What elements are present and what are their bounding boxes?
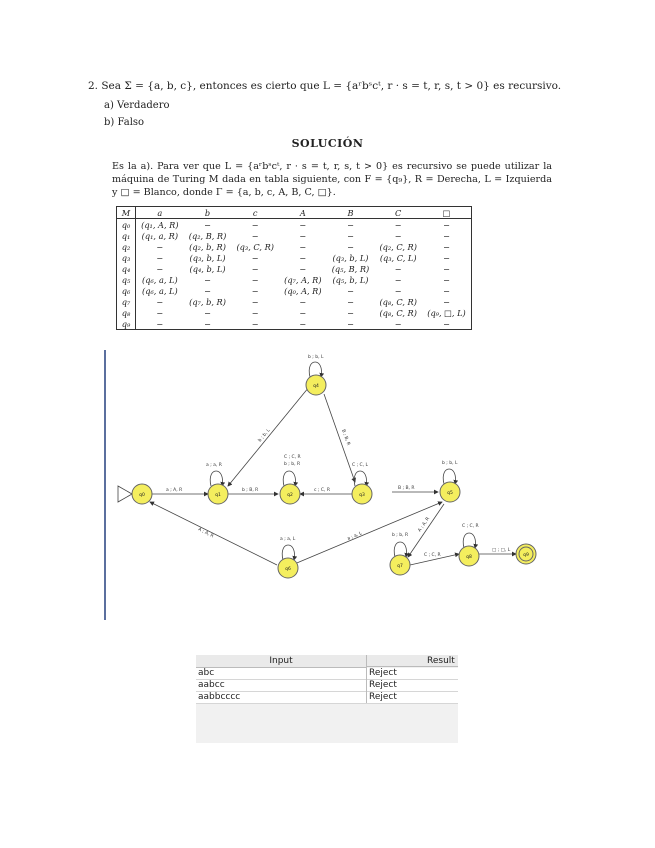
transition-cell: (q₇, b, R) — [189, 296, 226, 307]
transition-cell: − — [299, 296, 307, 307]
transition-cell: − — [251, 296, 259, 307]
transition-cell: − — [347, 241, 354, 252]
header-cell: B — [327, 207, 375, 219]
state-cell: q₇ — [117, 296, 136, 307]
state-label-q7: q7 — [397, 564, 403, 569]
edge-label: A ; A, R — [417, 516, 432, 534]
transition-cell: (q₅, b, L) — [332, 274, 369, 285]
header-cell: C — [374, 207, 422, 219]
edge-label: C ; C, R — [424, 553, 441, 558]
transition-cell: − — [443, 285, 450, 296]
transition-cell: − — [299, 307, 307, 318]
transition-row — [117, 274, 472, 285]
transition-cell: (q₂, B, R) — [188, 230, 227, 241]
header-cell: A — [279, 207, 327, 219]
transition-cell: − — [347, 307, 354, 318]
transition-cell: − — [299, 252, 307, 263]
transition-cell: − — [299, 230, 307, 241]
results-table — [196, 655, 458, 743]
edge-label: A ; A, R — [197, 527, 215, 540]
transition-cell: − — [204, 274, 211, 285]
edge-label: b ; b, L — [308, 355, 324, 360]
state-cell: q₄ — [117, 263, 136, 274]
state-label-q9: q9 — [523, 553, 529, 558]
state-diagram — [102, 352, 552, 622]
transition-cell: − — [394, 274, 402, 285]
transition-cell: (q₃, b, L) — [332, 252, 369, 263]
edge-label: b ; b, L — [257, 428, 272, 444]
state-label-q3: q3 — [359, 493, 365, 498]
edge-q7-q6 — [292, 502, 442, 565]
table-row[interactable] — [196, 692, 458, 704]
result-cell: Reject — [369, 692, 397, 702]
transition-cell: − — [347, 285, 354, 296]
transition-cell: − — [251, 274, 259, 285]
transition-cell: (q₂, C, R) — [379, 241, 417, 252]
state-cell: q₂ — [117, 241, 136, 252]
edge-q5-q1 — [228, 387, 309, 486]
edge-label: b ; B, R — [242, 488, 259, 493]
question-text: 2. Sea Σ = {a, b, c}, entonces es cierto que L = {aʳbˢcᵗ, r · s = t, r, s, t > 0} es recursivo. — [88, 80, 562, 92]
state-label-q5: q5 — [447, 491, 453, 496]
transition-cell: − — [299, 263, 307, 274]
column-divider — [366, 655, 367, 703]
state-cell: q₃ — [117, 252, 136, 263]
state-cell: q₆ — [117, 285, 136, 296]
result-cell: Reject — [369, 668, 397, 678]
transition-cell: − — [443, 230, 450, 241]
transition-row — [117, 285, 472, 296]
transition-cell: − — [251, 219, 259, 230]
transition-cell: − — [394, 285, 402, 296]
header-cell: b — [184, 207, 232, 219]
transition-cell: − — [299, 219, 307, 230]
state-label-q6: q6 — [285, 567, 291, 572]
state-label-q1: q1 — [215, 493, 221, 498]
input-cell[interactable]: abc — [198, 668, 215, 678]
header-cell: □ — [422, 207, 471, 219]
transition-cell: (q₃, C, L) — [379, 252, 417, 263]
transition-cell: − — [443, 296, 450, 307]
edge-label: a ; a, L — [346, 531, 363, 542]
transition-cell: − — [443, 219, 450, 230]
edge-label: B ; B, R — [398, 486, 415, 491]
solution-title: SOLUCIÓN — [291, 137, 364, 150]
option-b: b) Falso — [104, 117, 145, 128]
state-cell: q₈ — [117, 307, 136, 318]
transition-cell: (q₃, b, L) — [189, 252, 226, 263]
edge-label: a ; a, L — [280, 537, 296, 542]
transition-cell: − — [251, 285, 259, 296]
transition-cell: − — [394, 219, 402, 230]
state-cell: q₉ — [117, 318, 136, 330]
state-label-q2: q2 — [287, 493, 293, 498]
transition-cell: (q₁, A, R) — [141, 219, 179, 230]
edge-label: b ; b, R — [392, 533, 409, 538]
transition-row — [117, 318, 472, 330]
state-label-q8: q8 — [466, 555, 472, 560]
transition-row — [117, 219, 472, 231]
transition-cell: − — [251, 230, 259, 241]
transition-cell: − — [204, 307, 211, 318]
table-row[interactable] — [196, 668, 458, 680]
state-cell: q₅ — [117, 274, 136, 285]
transition-cell: (q₅, B, R) — [331, 263, 370, 274]
transition-cell: (q₉, □, L) — [427, 307, 466, 318]
transition-row — [117, 252, 472, 263]
transition-cell: − — [443, 241, 450, 252]
transition-cell: − — [394, 230, 402, 241]
transition-cell: − — [443, 263, 450, 274]
transition-cell: − — [347, 296, 354, 307]
transition-cell: − — [251, 252, 259, 263]
transition-cell: − — [251, 307, 259, 318]
state-cell: q₀ — [117, 219, 136, 231]
transition-cell: − — [156, 252, 164, 263]
edge-label: b ; b, R — [284, 462, 301, 467]
state-label-q0: q0 — [139, 493, 145, 498]
transition-cell: − — [299, 241, 307, 252]
transition-cell: − — [204, 285, 211, 296]
edge-label: a ; A, R — [166, 488, 183, 493]
transition-cell: (q₈, C, R) — [379, 296, 417, 307]
transition-cell: − — [156, 296, 164, 307]
input-column-header[interactable]: Input — [196, 655, 366, 668]
transition-row — [117, 230, 472, 241]
transition-cell: (q₆, a, L) — [142, 274, 178, 285]
start-arrow-icon — [118, 486, 132, 502]
edge-label: C ; C, R — [462, 524, 479, 529]
transition-cell: − — [394, 318, 402, 329]
edge-q6-q7 — [408, 504, 444, 557]
transition-cell: − — [156, 263, 164, 274]
table-row[interactable] — [196, 680, 458, 692]
state-label-q4: q4 — [313, 384, 319, 389]
transition-cell: − — [347, 318, 354, 329]
edge-label: b ; b, L — [442, 461, 458, 466]
transition-cell: − — [443, 252, 450, 263]
transition-cell: − — [443, 274, 450, 285]
header-cell: c — [231, 207, 279, 219]
header-cell: a — [136, 207, 184, 219]
option-a: a) Verdadero — [104, 100, 170, 111]
transition-cell: − — [299, 318, 307, 329]
transition-table — [116, 206, 472, 330]
transition-cell: (q₆, a, L) — [142, 285, 178, 296]
solution-paragraph: Es la a). Para ver que L = {aʳbˢcᵗ, r · s = t, r, s, t > 0} es recursivo se puede utilizar la máquina de Turing M dada en tabla siguiente, con F = {q₉}, R = Derecha, L = Izquierda y □ = Blanco, donde Γ = {a, b, c, A, B, C, □}. — [112, 161, 552, 198]
transition-cell: (q₄, b, L) — [189, 263, 226, 274]
transition-cell: − — [156, 318, 164, 329]
edge-label: C ; C, L — [352, 463, 369, 468]
transition-row — [117, 263, 472, 274]
transition-cell: (q₈, C, R) — [379, 307, 417, 318]
transition-cell: (q₀, A, R) — [284, 285, 322, 296]
transition-cell: − — [204, 318, 211, 329]
input-cell[interactable]: aabcc — [198, 680, 225, 690]
transition-cell: − — [156, 241, 164, 252]
edge-q5-q4 — [324, 394, 355, 482]
transition-table-header — [117, 207, 472, 219]
result-cell: Reject — [369, 680, 397, 690]
transition-cell: (q₁, a, R) — [141, 230, 179, 241]
transition-cell: (q₇, A, R) — [284, 274, 322, 285]
transition-cell: − — [251, 318, 259, 329]
edge-label: B ; B, R — [340, 428, 351, 447]
edge-label: C ; C, R — [284, 455, 301, 460]
transition-cell: − — [347, 219, 354, 230]
edge-label: c ; C, R — [314, 488, 330, 493]
header-cell: M — [117, 207, 136, 219]
transition-cell: − — [156, 307, 164, 318]
transition-cell: (q₂, b, R) — [189, 241, 226, 252]
result-column-header[interactable]: Result — [367, 655, 458, 667]
transition-cell: − — [347, 230, 354, 241]
transition-row — [117, 241, 472, 252]
input-cell[interactable]: aabbcccc — [198, 692, 241, 702]
state-cell: q₁ — [117, 230, 136, 241]
transition-cell: − — [443, 318, 450, 329]
transition-cell: − — [251, 263, 259, 274]
transition-row — [117, 296, 472, 307]
transition-row — [117, 307, 472, 318]
edge-label: □ ; □, L — [492, 548, 511, 553]
transition-cell: (q₃, C, R) — [236, 241, 274, 252]
transition-cell: − — [394, 263, 402, 274]
edge-label: a ; a, R — [206, 463, 222, 468]
transition-cell: − — [204, 219, 211, 230]
